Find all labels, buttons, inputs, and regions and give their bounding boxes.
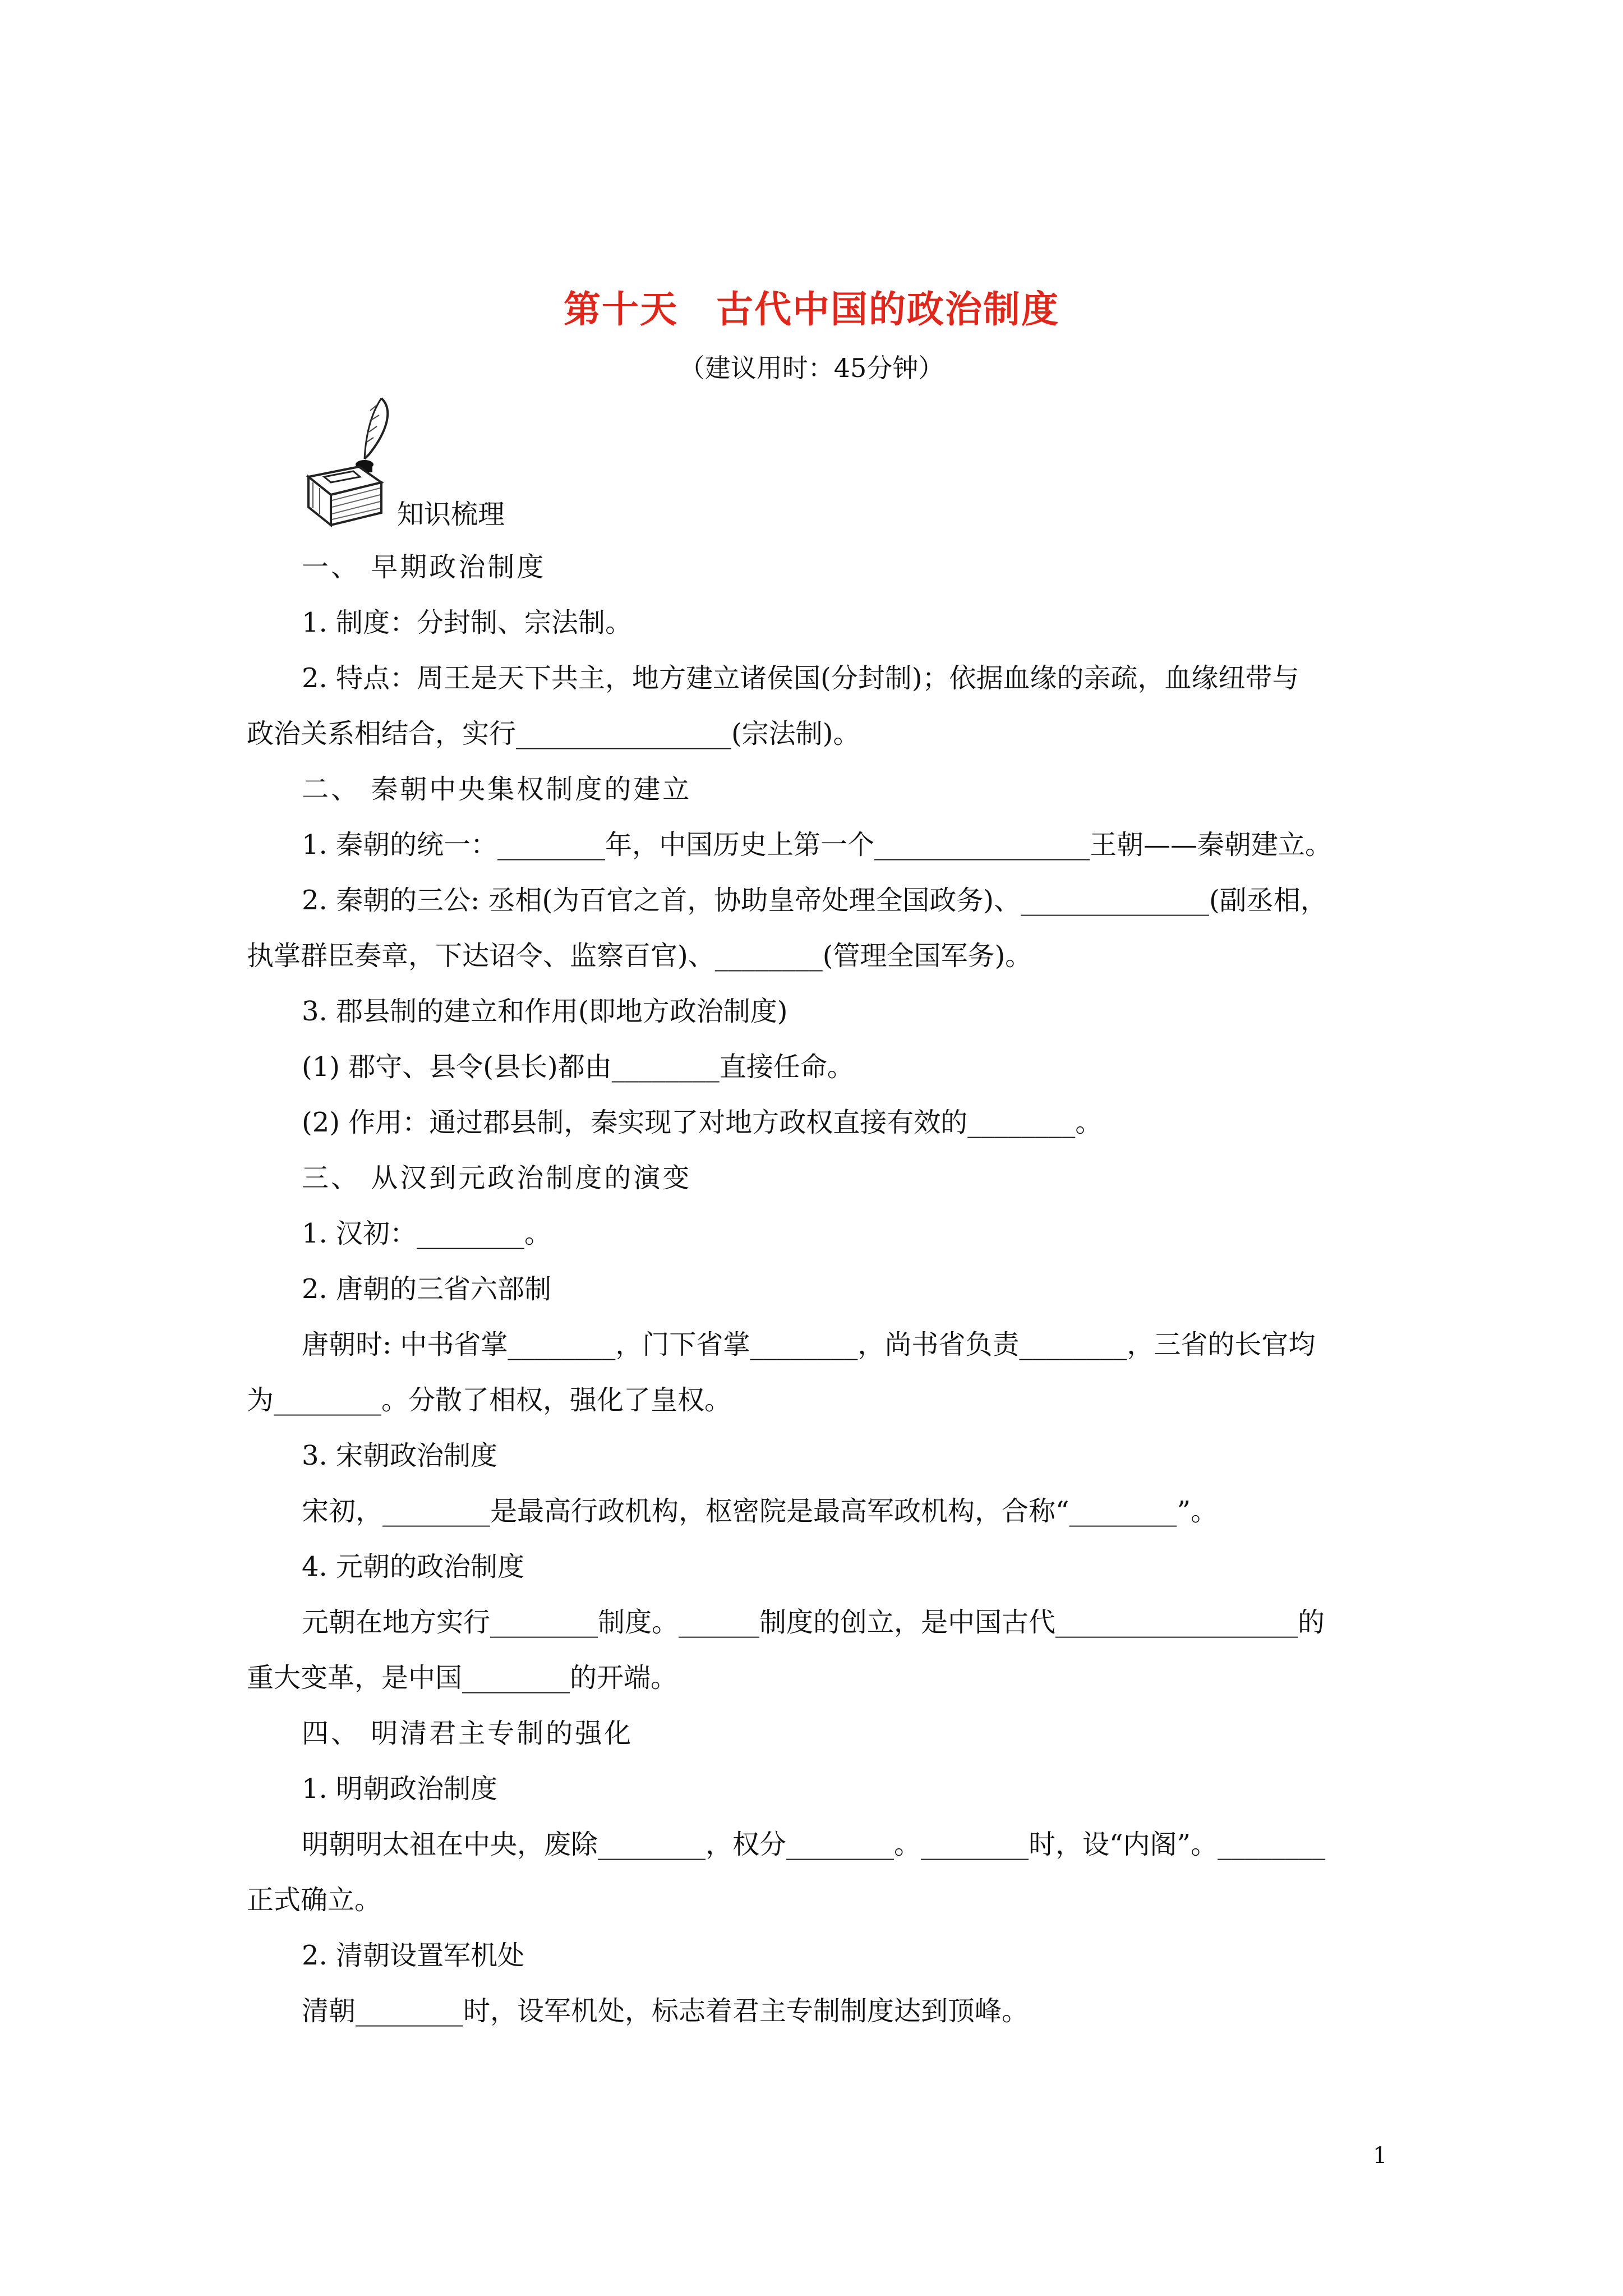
text-line: (1) 郡守、县令(县长)都由________直接任命。: [302, 1051, 854, 1083]
text-line: 2. 清朝设置军机处: [302, 1940, 525, 1971]
text-line: 唐朝时: 中书省掌________，门下省掌________，尚书省负责________，三省的长官均: [302, 1329, 1316, 1360]
heading-3: 三、 从汉到元政治制度的演变: [302, 1162, 692, 1194]
text-line: 4. 元朝的政治制度: [302, 1551, 525, 1582]
text-line: 1. 制度：分封制、宗法制。: [302, 607, 633, 638]
heading-2: 二、 秦朝中央集权制度的建立: [302, 774, 692, 805]
text-line: 明朝明太祖在中央，废除________，权分________。________时，设“内阁”。________: [302, 1829, 1326, 1860]
text-line: 政治关系相结合，实行________________(宗法制)。: [247, 718, 860, 749]
text-line: 宋初，________是最高行政机构，枢密院是最高军政机构，合称“________”。: [302, 1496, 1218, 1527]
text-line: 清朝________时，设军机处，标志着君主专制制度达到顶峰。: [302, 1995, 1029, 2027]
page-number: 1: [1373, 2143, 1387, 2169]
text-line: 重大变革，是中国________的开端。: [247, 1662, 678, 1694]
page-title: 第十天 古代中国的政治制度: [564, 288, 1059, 331]
text-line: 2. 唐朝的三省六部制: [302, 1273, 552, 1305]
heading-1: 一、 早期政治制度: [302, 551, 546, 583]
text-line: 1. 秦朝的统一：________年，中国历史上第一个________________王朝——秦朝建立。: [302, 829, 1332, 861]
text-line: (2) 作用：通过郡县制，秦实现了对地方政权直接有效的________。: [302, 1107, 1103, 1138]
text-line: 1. 明朝政治制度: [302, 1773, 498, 1805]
section-label-knowledge: 知识梳理: [397, 499, 505, 530]
text-line: 正式确立。: [247, 1884, 382, 1916]
book-quill-icon: [297, 393, 398, 527]
text-line: 执掌群臣奏章，下达诏令、监察百官)、________(管理全国军务)。: [247, 940, 1032, 972]
text-line: 2. 特点：周王是天下共主，地方建立诸侯国(分封制)；依据血缘的亲疏，血缘纽带与: [302, 662, 1299, 694]
heading-4: 四、 明清君主专制的强化: [302, 1718, 634, 1749]
text-line: 1. 汉初：________。: [302, 1218, 552, 1249]
text-line: 为________。分散了相权，强化了皇权。: [247, 1384, 732, 1416]
text-line: 元朝在地方实行________制度。______制度的创立，是中国古代__________________的: [302, 1607, 1325, 1638]
text-line: 3. 郡县制的建立和作用(即地方政治制度): [302, 996, 788, 1027]
suggested-time: （建议用时：45分钟）: [679, 353, 944, 383]
text-line: 3. 宋朝政治制度: [302, 1440, 498, 1471]
worksheet-body: [247, 540, 1391, 2039]
text-line: 2. 秦朝的三公: 丞相(为百官之首，协助皇帝处理全国政务)、______________(副丞相，: [302, 885, 1327, 916]
